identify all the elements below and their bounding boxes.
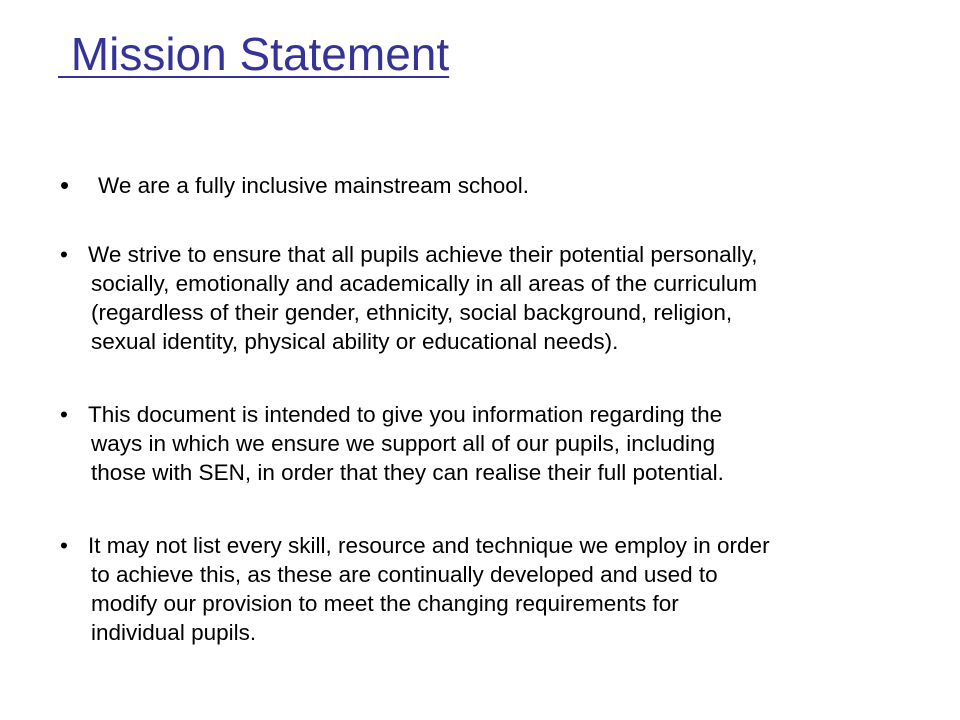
bullet-line: sexual identity, physical ability or educational needs). xyxy=(91,329,619,354)
slide-title: Mission Statement xyxy=(58,28,450,80)
bullet-line: We are a fully inclusive mainstream school. xyxy=(98,173,530,198)
bullet-line: to achieve this, as these are continually developed and used to xyxy=(91,562,718,587)
bullet-icon: • xyxy=(60,242,68,267)
bullet-line: We strive to ensure that all pupils achieve their potential personally, xyxy=(88,242,758,267)
bullet-line: those with SEN, in order that they can realise their full potential. xyxy=(91,460,724,485)
bullet-line: ways in which we ensure we support all of our pupils, including xyxy=(91,431,716,456)
bullet-text xyxy=(60,240,920,356)
bullet-text xyxy=(60,400,920,487)
bullet-line: This document is intended to give you information regarding the xyxy=(88,402,723,427)
bullet-item-pupil-potential xyxy=(60,240,920,356)
bullet-icon: • xyxy=(60,170,70,200)
bullet-line: (regardless of their gender, ethnicity, social background, religion, xyxy=(91,300,733,325)
bullet-line: individual pupils. xyxy=(91,620,257,645)
bullet-line: socially, emotionally and academically in all areas of the curriculum xyxy=(91,271,758,296)
bullet-line: It may not list every skill, resource and technique we employ in order xyxy=(88,533,770,558)
bullet-icon: • xyxy=(60,402,68,427)
bullet-item-document-purpose xyxy=(60,400,920,487)
bullet-text xyxy=(60,171,920,200)
bullet-item-inclusive-school xyxy=(60,171,920,200)
bullet-icon: • xyxy=(60,533,68,558)
bullet-text xyxy=(60,531,920,647)
bullet-item-provision-note xyxy=(60,531,920,647)
bullet-line: modify our provision to meet the changing requirements for xyxy=(91,591,679,616)
